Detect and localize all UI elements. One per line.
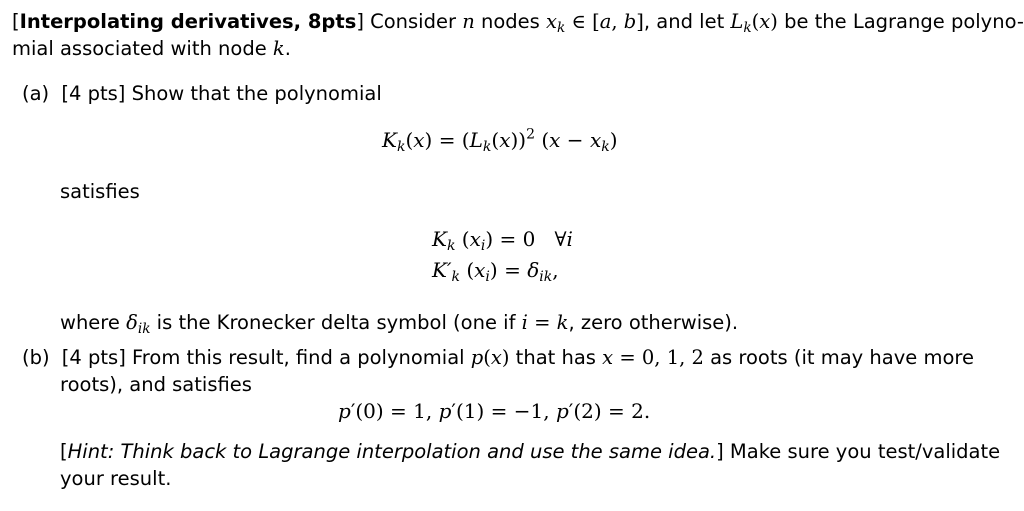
part-a-where-line (60, 311, 739, 338)
period: . (284, 37, 291, 60)
hint-after-text: Make sure you test/validate (723, 440, 1001, 463)
part-b-text: that has (509, 346, 603, 369)
problem-header-line2 (12, 37, 291, 60)
where-text: where (60, 311, 127, 334)
equation-Kk-definition: $K_k(x) = (L_k(x))^2$ $(x - x_k)$ (382, 126, 618, 156)
math-k: k (272, 37, 285, 60)
intro-text: Consider (363, 10, 463, 33)
hint-text: Hint: Think back to Lagrange interpolation and use the same idea. (67, 440, 717, 463)
equation-Kk-zero: $K_k$ $(x_i) = 0$ ∀i (432, 227, 573, 255)
math-p-arg: (x) (483, 346, 510, 369)
title-open-bracket: [ (12, 10, 20, 33)
satisfies-text: satisfies (60, 180, 140, 203)
part-b-text: roots), and satisfies (60, 373, 252, 396)
part-a-satisfies (60, 180, 140, 203)
math-delta-ik: $\delta_{ik}$ (126, 311, 151, 338)
hint-line (60, 440, 1000, 463)
part-a-line (22, 82, 382, 105)
hint-line2 (60, 467, 171, 490)
part-b-line2 (60, 373, 252, 396)
part-b-text: as roots (it may have more (703, 346, 974, 369)
math-roots: = 0, 1, 2 (613, 346, 704, 369)
part-b-text: From this result, find a polynomial (125, 346, 471, 369)
part-b-line (22, 346, 974, 369)
part-a-label: (a) (22, 82, 50, 105)
title-close-bracket: ] (356, 10, 364, 33)
hint-after-text: your result. (60, 467, 172, 490)
equation-p-prime-conditions: p′(0) = 1, p′(1) = −1, p′(2) = 2. (338, 399, 651, 423)
math-p-of-x: p (470, 346, 484, 369)
math-x: x (602, 346, 614, 369)
intro-text: nodes (474, 10, 546, 33)
hint-open-bracket: [ (60, 440, 68, 463)
hint-close-bracket: ] (716, 440, 724, 463)
part-b-pts: [4 pts] (61, 346, 126, 369)
math-xk: $x_k$ (546, 10, 566, 37)
math-equals: = (527, 311, 557, 334)
where-text: is the Kronecker delta symbol (one if (150, 311, 522, 334)
math-in-interval: ∈ [a, b] (565, 10, 644, 33)
math-n: n (462, 10, 475, 33)
math-k: k (556, 311, 569, 334)
intro-text: , and let (643, 10, 731, 33)
intro-text: be the Lagrange polyno- (777, 10, 1024, 33)
problem-header-line (12, 10, 1024, 37)
math-Lk: $L_k$ (730, 10, 752, 37)
intro-text: mial associated with node (12, 37, 273, 60)
math-Lk-arg: (x) (751, 10, 778, 33)
math-i-eq-k: i (521, 311, 528, 334)
part-a-text: Show that the polynomial (125, 82, 382, 105)
where-text: , zero otherwise). (568, 311, 739, 334)
problem-title: Interpolating derivatives, 8pts (19, 10, 357, 33)
equation-Kk-prime: $K'_k$ $(x_i) = \delta_{ik}$, (432, 258, 559, 286)
part-b-label: (b) (22, 346, 50, 369)
part-a-pts: [4 pts] (61, 82, 126, 105)
